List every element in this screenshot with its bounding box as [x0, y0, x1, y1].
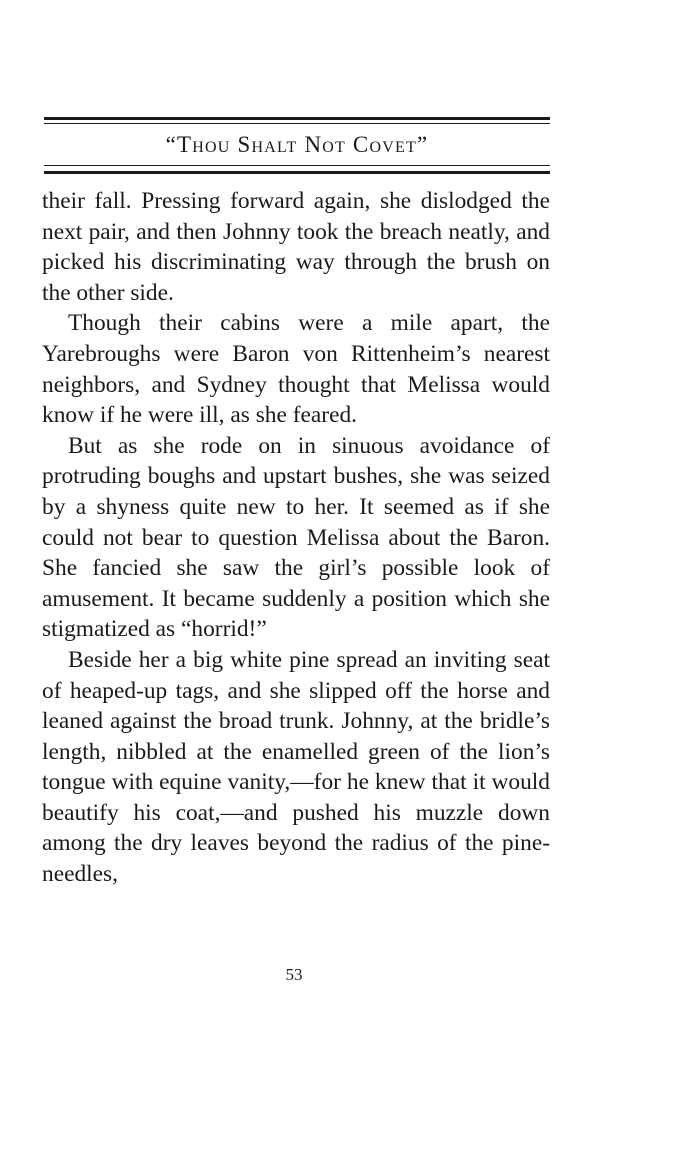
header-rule-top-thin	[44, 123, 550, 124]
paragraph: Beside her a big white pine spread an inviting seat of heaped-up tags, and she slipped off the horse and leaned against the broad trunk. Johnny, at the bridle’s length, nibbled at the enamelled green of the lion’s tongue with equine vanity,—for he knew that it would beautify his coat,—and pushed his muzzle down among the dry leaves beyond the radius of the pine-needles,	[42, 646, 550, 888]
header-rule-bottom-thin	[44, 165, 550, 166]
body-text	[42, 186, 550, 890]
paragraph: But as she rode on in sinuous avoidance of protruding boughs and upstart bushes, she was seized by a shyness quite new to her. It seemed as if she could not bear to question Melissa about the Baron. She fancied she saw the girl’s possible look of amusement. It became suddenly a position which she stigmatized as “horrid!”	[42, 432, 550, 643]
paragraph: their fall. Pressing forward again, she dislodged the next pair, and then Johnny took the breach neatly, and picked his discriminating way through the brush on the other side.	[42, 188, 550, 306]
page-number: 53	[285, 965, 303, 984]
header-rule-top-thick	[44, 117, 550, 120]
header-rule-bottom-thick	[44, 171, 550, 174]
running-head: “Thou Shalt Not Covet”	[165, 132, 429, 157]
paragraph: Though their cabins were a mile apart, the Yarebroughs were Baron von Rittenheim’s nearest neighbors, and Sydney thought that Melissa would know if he were ill, as she feared.	[42, 310, 550, 429]
